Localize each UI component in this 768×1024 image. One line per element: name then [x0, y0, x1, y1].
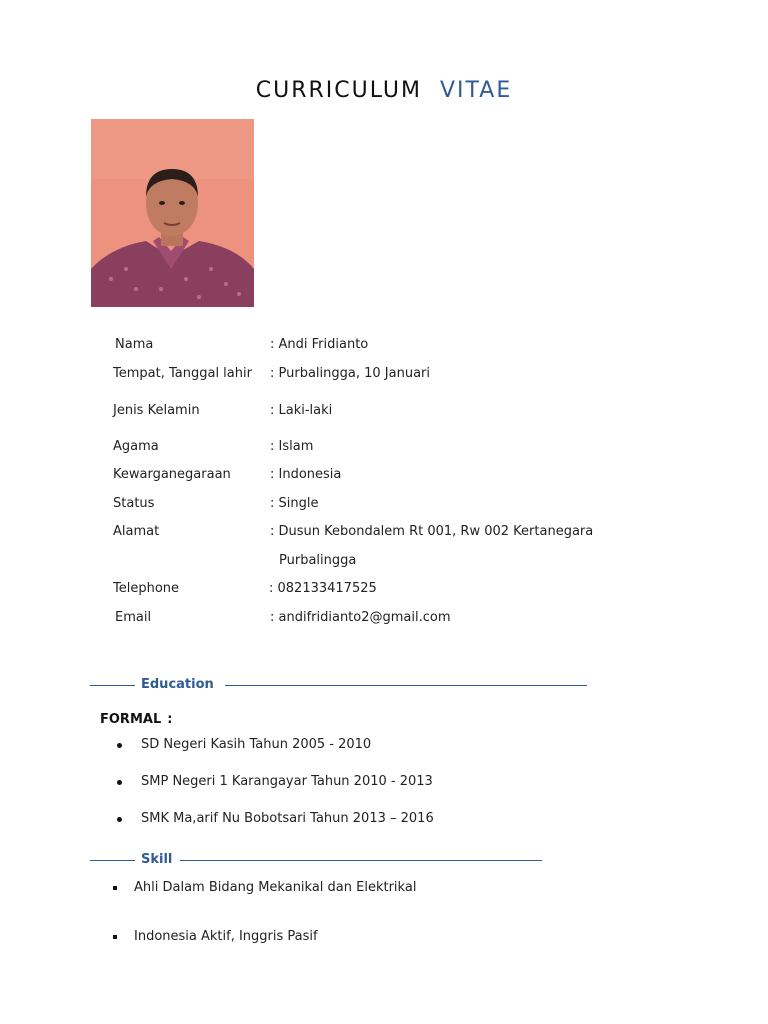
value-telephone: : 082133417525	[269, 581, 377, 596]
label-tempat-tanggal-lahir: Tempat, Tanggal lahir	[113, 366, 252, 381]
value-kewarganegaraan: : Indonesia	[270, 467, 342, 482]
value-email: : andifridianto2@gmail.com	[270, 610, 451, 625]
value-agama: : Islam	[270, 439, 314, 454]
label-nama: Nama	[115, 337, 154, 352]
square-bullet-icon	[113, 886, 117, 890]
education-item: SMP Negeri 1 Karangayar Tahun 2010 - 2013	[141, 774, 433, 789]
title-word-vitae: VITAE	[440, 78, 513, 103]
skill-divider-right	[180, 860, 542, 861]
education-divider-left	[90, 685, 135, 686]
formal-label	[100, 712, 172, 727]
formal-label-text: FORMAL	[100, 712, 162, 727]
skill-item: Indonesia Aktif, Inggris Pasif	[134, 929, 318, 944]
square-bullet-icon	[113, 935, 117, 939]
education-item: SD Negeri Kasih Tahun 2005 - 2010	[141, 737, 372, 752]
bullet-icon	[117, 780, 122, 785]
label-kewarganegaraan: Kewarganegaraan	[113, 467, 231, 482]
label-jenis-kelamin: Jenis Kelamin	[113, 403, 200, 418]
label-email: Email	[115, 610, 152, 625]
skill-heading: Skill	[141, 852, 173, 867]
value-alamat: : Dusun Kebondalem Rt 001, Rw 002 Kertanegara	[270, 524, 594, 539]
label-telephone: Telephone	[113, 581, 180, 596]
value-jenis-kelamin: : Laki-laki	[270, 403, 333, 418]
label-status: Status	[113, 496, 155, 511]
skill-item: Ahli Dalam Bidang Mekanikal dan Elektrikal	[134, 880, 417, 895]
education-heading: Education	[141, 677, 214, 692]
value-nama: : Andi Fridianto	[270, 337, 369, 352]
formal-label-colon: :	[167, 712, 173, 727]
bullet-icon	[117, 743, 122, 748]
skill-divider-left	[90, 860, 135, 861]
education-divider-right	[225, 685, 587, 686]
label-alamat: Alamat	[113, 524, 160, 539]
value-alamat-line2: Purbalingga	[279, 553, 357, 568]
value-status: : Single	[270, 496, 319, 511]
title-word-curriculum: CURRICULUM	[255, 78, 422, 103]
education-item: SMK Ma,arif Nu Bobotsari Tahun 2013 – 2016	[141, 811, 434, 826]
label-agama: Agama	[113, 439, 159, 454]
value-tempat-tanggal-lahir: : Purbalingga, 10 Januari	[270, 366, 430, 381]
bullet-icon	[117, 817, 122, 822]
